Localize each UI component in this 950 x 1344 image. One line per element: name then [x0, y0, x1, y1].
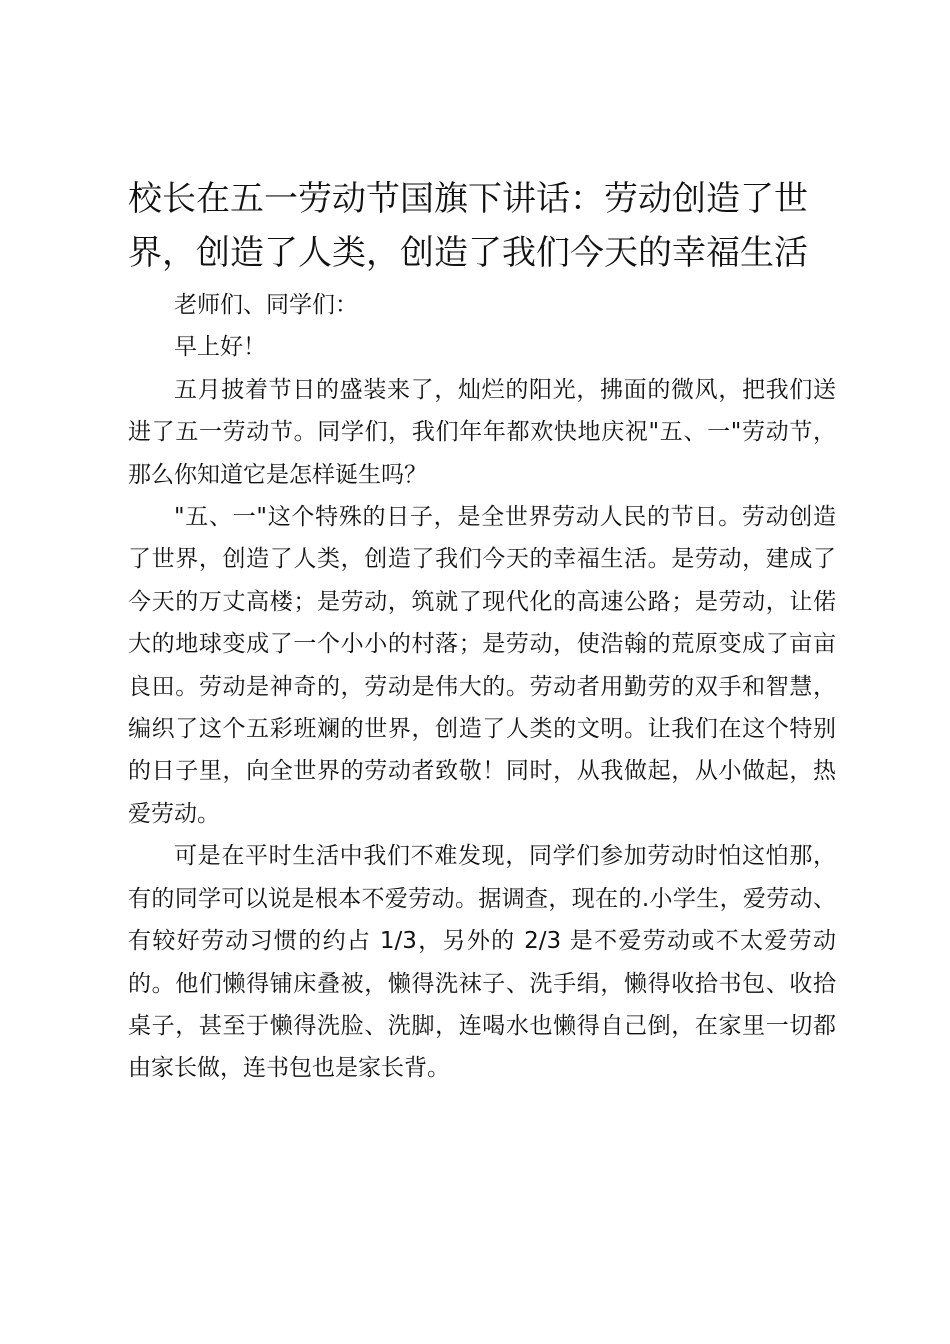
salutation-paragraph: 老师们、同学们：: [174, 292, 358, 318]
document-title: 校长在五一劳动节国旗下讲话：劳动创造了世界，创造了人类，创造了我们今天的幸福生活: [128, 179, 808, 273]
body-paragraph-1: 五月披着节日的盛装来了，灿烂的阳光，拂面的微风，把我们送进了五一劳动节。同学们，我们年年都欢快地庆祝"五、一"劳动节，那么你知道它是怎样诞生吗？: [128, 376, 836, 488]
body-paragraph-3: 可是在平时生活中我们不难发现，同学们参加劳动时怕这怕那，有的同学可以说是根本不爱劳动。据调查，现在的.小学生，爱劳动、有较好劳动习惯的约占 1/3，另外的 2/3 是不爱劳动或不太爱劳动的。他们懒得铺床叠被，懒得洗袜子、洗手绢，懒得收拾书包、收拾桌子，甚至于懒得洗脸、洗脚，连喝水也懒得自己倒，在家里一切都由家长做，连书包也是家长背。: [128, 843, 836, 1082]
body-paragraph-2: "五、一"这个特殊的日子，是全世界劳动人民的节日。劳动创造了世界，创造了人类，创造了我们今天的幸福生活。是劳动，建成了今天的万丈高楼；是劳动，筑就了现代化的高速公路；是劳动，让偌大的地球变成了一个小小的村落；是劳动，使浩翰的荒原变成了亩亩良田。劳动是神奇的，劳动是伟大的。劳动者用勤劳的双手和智慧，编织了这个五彩班斓的世界，创造了人类的文明。让我们在这个特别的日子里，向全世界的劳动者致敬！同时，从我做起，从小做起，热爱劳动。: [128, 504, 836, 827]
document-page: [128, 172, 836, 1090]
greeting-paragraph: 早上好！: [174, 334, 266, 361]
